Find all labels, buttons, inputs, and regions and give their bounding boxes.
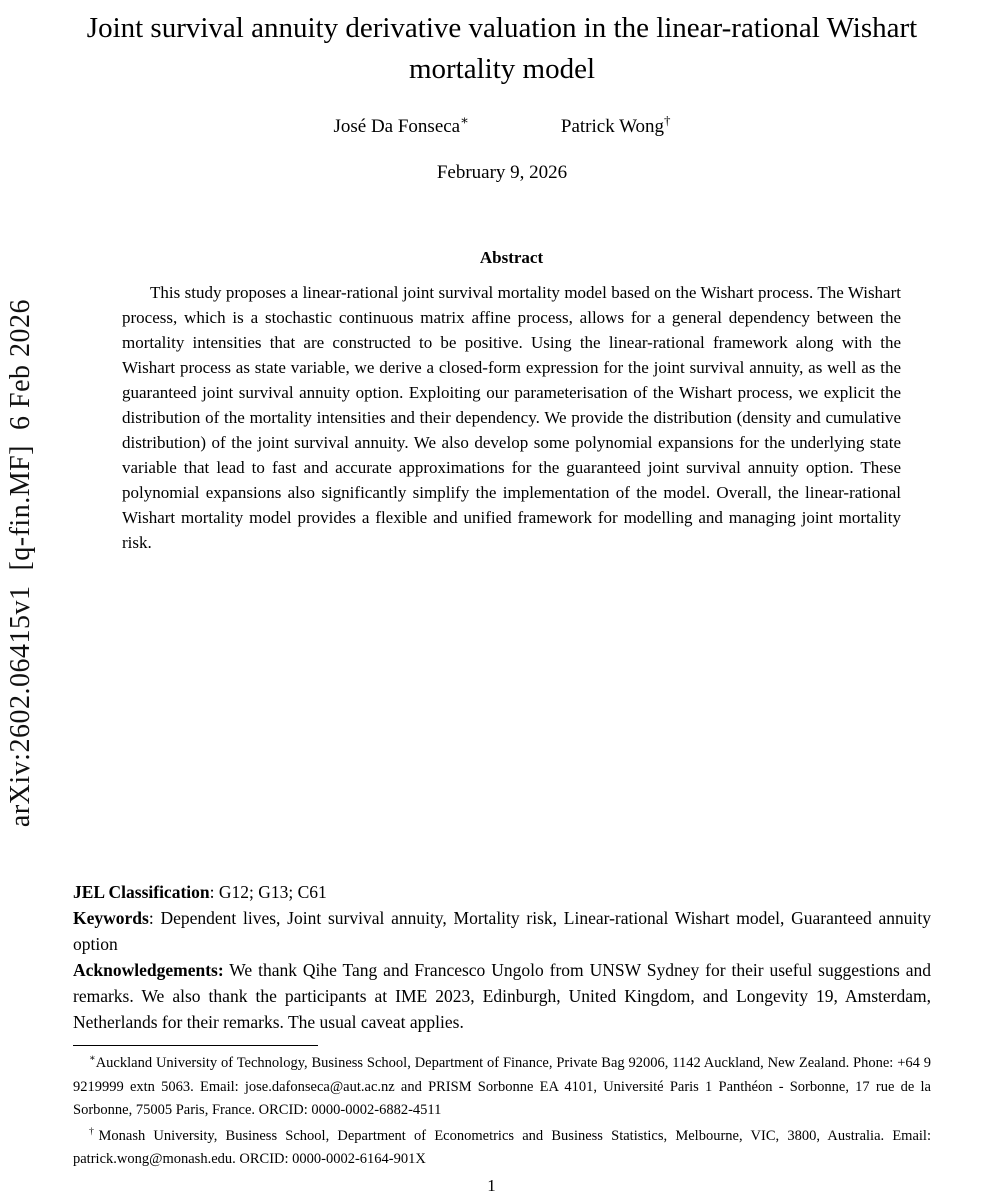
footnote-2-marker: † <box>89 1126 99 1138</box>
footnote-1-text: Auckland University of Technology, Business School, Department of Finance, Private Bag 92006, 1142 Auckland, New Zealand. Phone: +64 9 9219999 extn 5063. Email: jose.dafonseca@aut.ac.nz and PRISM Sorbonne EA 4101, Université Paris 1 Panthéon - Sorbonne, 17 rue de la Sorbonne, 75005 Paris, France. ORCID: 0000-0002-6882-4511 <box>73 1055 931 1119</box>
abstract-section <box>122 248 901 555</box>
keywords-label: Keywords <box>73 908 149 929</box>
author-1-name: José Da Fonseca <box>333 116 461 138</box>
footnote-2 <box>73 1125 931 1172</box>
arxiv-watermark-text: arXiv:2602.06415v1 [q-fin.MF] 6 Feb 2026 <box>5 298 36 828</box>
arxiv-watermark <box>2 218 40 908</box>
author-1 <box>333 113 469 138</box>
paper-title: Joint survival annuity derivative valuation in the linear-rational Wishart mortality model <box>86 12 918 86</box>
authors-row <box>73 113 931 138</box>
acknowledgements-label: Acknowledgements: <box>73 960 224 981</box>
acknowledgements-line <box>73 957 931 1035</box>
abstract-text: This study proposes a linear-rational joint survival mortality model based on the Wishart process. The Wishart process, which is a stochastic continuous matrix affine process, allows for a general dependency between the mortality intensities that are constructed to be positive. Using the linear-rational framework along with the Wishart process as state variable, we derive a closed-form expression for the joint survival annuity, as well as the guaranteed joint survival annuity option. Exploiting our parameterisation of the Wishart process, we explicit the distribution of the mortality intensities and their dependency. We provide the distribution (density and cumulative distribution) of the joint survival annuity. We also develop some polynomial expansions for the underlying state variable that lead to fast and accurate approximations for the guaranteed joint survival annuity option. These polynomial expansions also significantly simplify the implementation of the model. Overall, the linear-rational Wishart mortality model provides a flexible and unified framework for modelling and managing joint mortality risk. <box>122 283 901 553</box>
acknowledgements-value: We thank Qihe Tang and Francesco Ungolo from UNSW Sydney for their useful suggestions and remarks. We also thank the participants at IME 2023, Edinburgh, United Kingdom, and Longevity 19, Amsterdam, Netherlands for their remarks. The usual caveat applies. <box>73 960 931 1033</box>
keywords-line <box>73 905 931 957</box>
paper-date: February 9, 2026 <box>436 162 568 184</box>
author-2-name: Patrick Wong <box>560 116 665 138</box>
author-2 <box>560 113 671 138</box>
footnote-1-marker: ∗ <box>89 1053 96 1065</box>
jel-classification-line <box>73 879 931 905</box>
page-number: 1 <box>487 1176 496 1195</box>
jel-value: : G12; G13; C61 <box>209 882 327 903</box>
abstract-heading: Abstract <box>479 248 544 268</box>
footnote-1 <box>73 1052 931 1123</box>
author-2-footnote-marker: † <box>664 113 671 129</box>
meta-section <box>73 879 931 1035</box>
footnote-rule <box>73 1045 318 1046</box>
keywords-value: : Dependent lives, Joint survival annuity, Mortality risk, Linear-rational Wishart model, Guaranteed annuity option <box>73 908 931 955</box>
jel-label: JEL Classification <box>73 882 210 903</box>
footnotes-section <box>73 1052 931 1172</box>
author-1-footnote-marker: ∗ <box>460 113 469 129</box>
footnote-2-text: Monash University, Business School, Department of Econometrics and Business Statistics, Melbourne, VIC, 3800, Australia. Email: patrick.wong@monash.edu. ORCID: 0000-0002-6164-901X <box>73 1127 931 1168</box>
